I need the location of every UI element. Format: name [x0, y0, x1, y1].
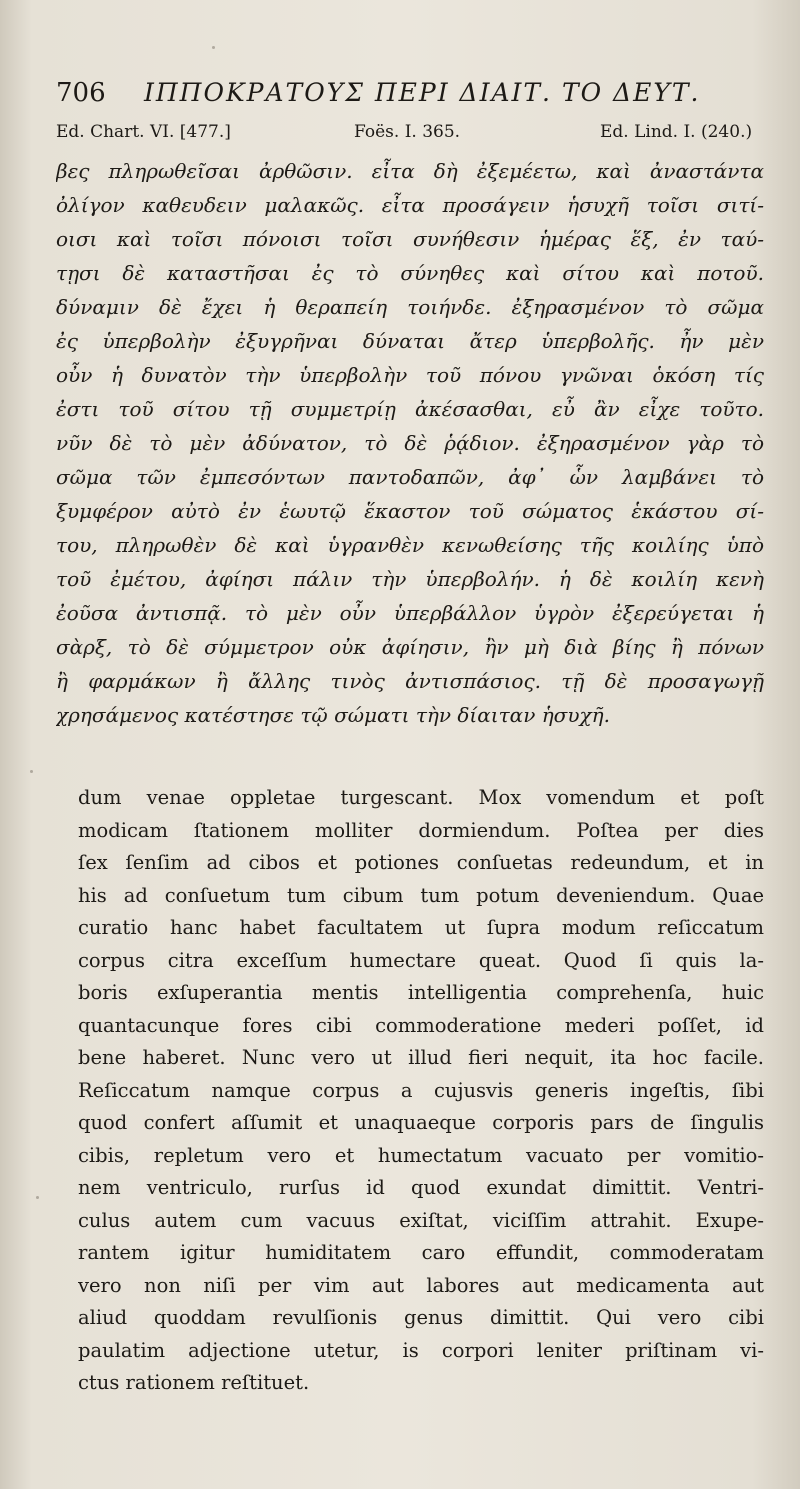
latin-line: boris exſuperantia mentis intelligentia comprehenſa, huic	[78, 981, 764, 1004]
linden-edition-ref: Ed. Lind. I. (240.)	[600, 122, 753, 142]
greek-line: χρησάμενος κατέστησε τῷ σώματι τὴν δίαιταν ἡσυχῆ.	[56, 703, 610, 727]
latin-line: curatio hanc habet facultatem ut ſupra modum reſiccatum	[78, 916, 764, 939]
latin-line: culus autem cum vacuus exiſtat, viciſſim attrahit. Exupe-	[78, 1208, 764, 1232]
greek-line: ξυμφέρον αὐτὸ ἐν ἑωυτῷ ἕκαστον τοῦ σώματος ἑκάστου σί-	[56, 499, 764, 523]
latin-line: Reſiccatum namque corpus a cujusvis generis ingeſtis, ſibi	[78, 1078, 764, 1102]
paper-speck	[212, 46, 215, 49]
latin-line: modicam ſtationem molliter dormiendum. Poſtea per dies	[78, 818, 764, 842]
latin-line: dum venae oppletae turgescant. Mox vomendum et poſt	[78, 786, 764, 809]
latin-line: quod confert aſſumit et unaquaeque corporis pars de ſingulis	[78, 1111, 764, 1134]
latin-line: nem ventriculo, rurſus id quod exundat dimittit. Ventri-	[78, 1176, 764, 1199]
chartier-edition-ref: Ed. Chart. VI. [477.]	[56, 122, 231, 142]
greek-text	[56, 154, 764, 732]
latin-line: his ad conſuetum tum cibum tum potum deveniendum. Quae	[78, 883, 764, 907]
foes-edition-ref: Foës. I. 365.	[354, 122, 461, 142]
greek-line: τῃσι δὲ καταστῆσαι ἐς τὸ σύνηθες καὶ σίτου καὶ ποτοῦ.	[56, 261, 764, 285]
latin-line: ctus rationem reſtituet.	[78, 1371, 310, 1394]
page-header	[56, 76, 760, 116]
latin-line: aliud quoddam revulſionis genus dimittit. Qui vero cibi	[78, 1306, 764, 1329]
latin-line: bene haberet. Nunc vero ut illud fieri nequit, ita hoc facile.	[78, 1046, 764, 1069]
greek-line: ἐστι τοῦ σίτου τῇ συμμετρίῃ ἀκέσασθαι, εὖ ἂν εἶχε τοῦτο.	[56, 397, 764, 421]
greek-line: σῶμα τῶν ἐμπεσόντων παντοδαπῶν, ἀφ᾽ ὧν λαμβάνει τὸ	[56, 465, 764, 489]
greek-line: τοῦ ἐμέτου, ἀφίησι πάλιν τὴν ὑπερβολήν. ἡ δὲ κοιλίη κενὴ	[56, 567, 764, 591]
running-title: ΙΠΠΟΚΡΑΤΟΥΣ ΠΕΡΙ ΔΙΑΙΤ. ΤΟ ΔΕΥΤ.	[144, 78, 701, 107]
latin-line: ſex ſenſim ad cibos et potiones conſuetas redeundum, et in	[78, 851, 764, 874]
greek-line: οισι καὶ τοῖσι πόνοισι τοῖσι συνήθεσιν ἡμέρας ἕξ, ἐν ταύ-	[56, 227, 764, 251]
latin-line: rantem igitur humiditatem caro effundit, commoderatam	[78, 1241, 764, 1264]
greek-line: ἐοῦσα ἀντισπᾷ. τὸ μὲν οὖν ὑπερβάλλον ὑγρὸν ἐξερεύγεται ἡ	[56, 601, 764, 625]
page-number: 706	[56, 78, 106, 108]
greek-line: ἢ φαρμάκων ἢ ἄλλης τινὸς ἀντισπάσιος. τῇ δὲ προσαγωγῇ	[56, 669, 764, 693]
greek-line: οὖν ἡ δυνατὸν τὴν ὑπερβολὴν τοῦ πόνου γνῶναι ὁκόση τίς	[56, 363, 764, 387]
latin-line: corpus citra exceſſum humectare queat. Quod ſi quis la-	[78, 948, 764, 972]
latin-line: vero non niſi per vim aut labores aut medicamenta aut	[78, 1273, 764, 1297]
greek-line: σὰρξ, τὸ δὲ σύμμετρον οὐκ ἀφίησιν, ἢν μὴ διὰ βίης ἢ πόνων	[56, 635, 764, 659]
latin-translation	[78, 782, 764, 1400]
greek-line: βες πληρωθεῖσαι ἀρθῶσιν. εἶτα δὴ ἐξεμέετω, καὶ ἀναστάντα	[56, 159, 764, 183]
paper-speck	[36, 1196, 39, 1199]
greek-line: ἐς ὑπερβολὴν ἐξυγρῆναι δύναται ἄτερ ὑπερβολῆς. ἦν μὲν	[56, 329, 764, 353]
paper-speck	[30, 770, 33, 773]
latin-line: paulatim adjectione utetur, is corpori leniter priſtinam vi-	[78, 1338, 764, 1362]
greek-line: δύναμιν δὲ ἔχει ἡ θεραπείη τοιήνδε. ἐξηρασμένον τὸ σῶμα	[56, 295, 764, 319]
greek-line: του, πληρωθὲν δὲ καὶ ὑγρανθὲν κενωθείσης τῆς κοιλίης ὑπὸ	[56, 533, 764, 557]
greek-line: νῦν δὲ τὸ μὲν ἀδύνατον, τὸ δὲ ῥᾴδιον. ἐξηρασμένον γὰρ τὸ	[56, 431, 764, 455]
latin-line: quantacunque fores cibi commoderatione mederi poſſet, id	[78, 1013, 764, 1037]
greek-line: ὀλίγον καθευδειν μαλακῶς. εἶτα προσάγειν ἡσυχῆ τοῖσι σιτί-	[56, 193, 764, 217]
edition-references	[56, 122, 766, 148]
latin-line: cibis, repletum vero et humectatum vacuato per vomitio-	[78, 1143, 764, 1167]
